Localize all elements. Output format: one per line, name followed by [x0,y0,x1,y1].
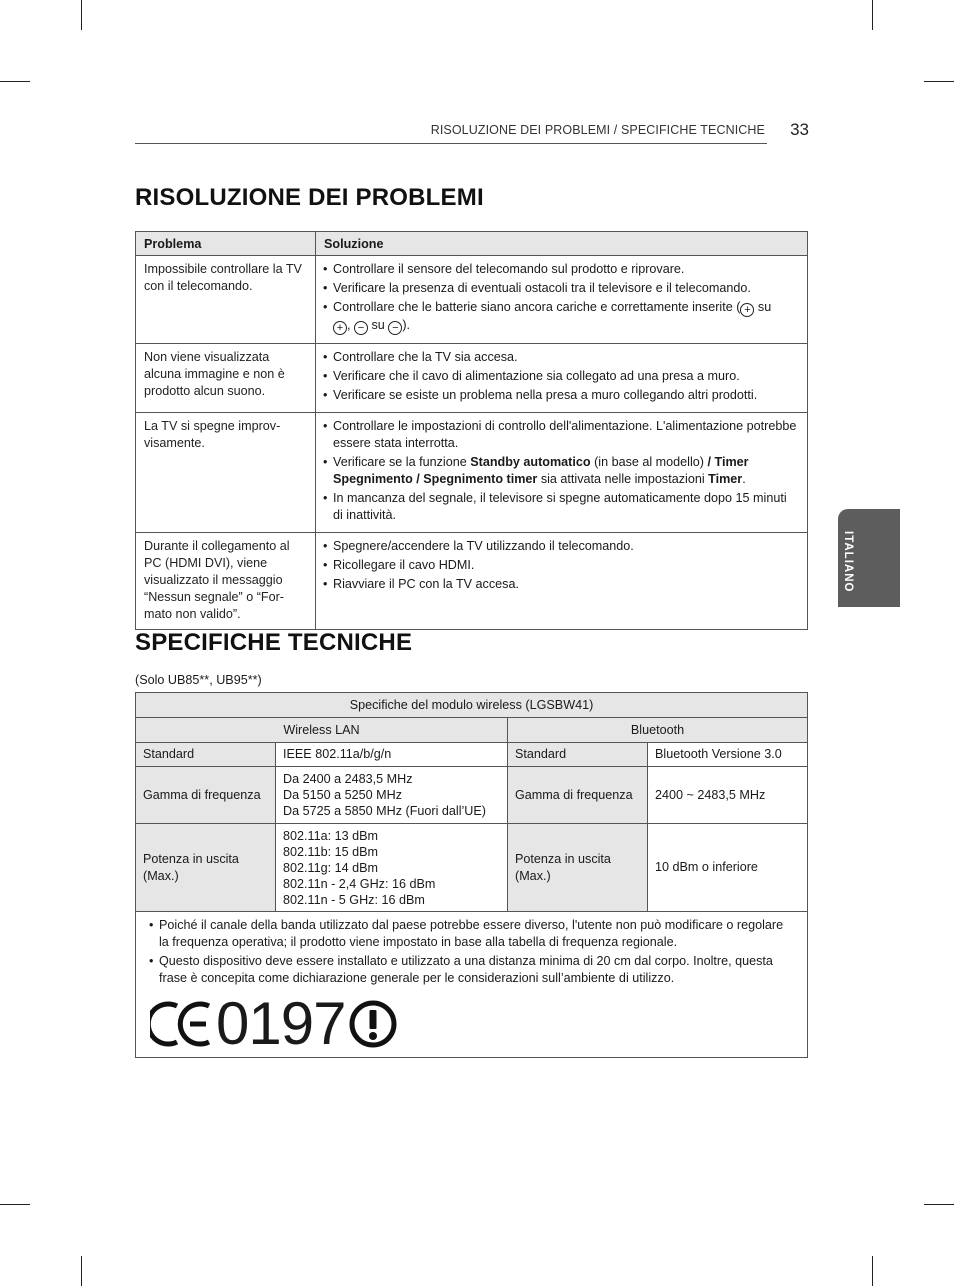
solution-item: • Controllare il sensore del telecomando sul prodotto e riprovare. [324,261,799,278]
solution-item [324,454,799,488]
spec-value-line: Da 5725 a 5850 MHz (Fuori dall’UE) [283,804,486,818]
model-note: (Solo UB85**, UB95**) [135,673,262,687]
crop-mark [872,0,873,30]
spec-value-line: 802.11b: 15 dBm [283,844,378,859]
plus-symbol-icon: + [333,321,347,335]
solution-text: (in base al modello) [590,455,708,469]
spec-value-line: 802.11n - 5 GHz: 16 dBm [283,892,425,907]
footnote-item: • Questo dispositivo deve essere installato e utilizzato a una distanza minima di 20 cm dal corpo. Inoltre, questa frase è concepita come dichiarazione generale per le considerazioni sull’ambiente di utilizzo. [150,953,793,987]
solution-text: Verificare se la funzione [333,455,471,469]
solution-item: • In mancanza del segnale, il televisore si spegne automaticamente dopo 15 minuti di inattività. [324,490,799,524]
crop-mark [924,1204,954,1205]
table-header-row [136,232,808,256]
crop-mark [924,81,954,82]
solution-item: • Verificare se esiste un problema nella presa a muro collegando altri prodotti. [324,387,799,404]
wireless-spec-table [135,692,808,1058]
spec-label-cell: Gamma di frequenza [136,767,276,824]
crop-mark [872,1256,873,1286]
table-row [136,912,808,1058]
spec-value-cell: IEEE 802.11a/b/g/n [276,743,508,767]
running-header [135,120,807,144]
solution-text: . [742,472,746,486]
solution-bold-text: Timer [708,472,743,486]
minus-symbol-icon: − [354,321,368,335]
page-number: 33 [790,120,809,139]
language-tab [838,509,900,607]
plus-symbol-icon: + [740,303,754,317]
table-row [136,413,808,533]
solution-text: Controllare che le batterie siano ancora cariche e correttamente inserite ( [333,300,741,314]
solution-item: • Riavviare il PC con la TV accesa. [324,576,799,593]
header-title: RISOLUZIONE DEI PROBLEMI / SPECIFICHE TECNICHE [430,123,765,137]
table-row [136,256,808,344]
spec-label-cell: Standard [136,743,276,767]
troubleshooting-heading: RISOLUZIONE DEI PROBLEMI [135,184,484,211]
problem-cell: La TV si spegne improv-visamente. [136,413,316,533]
language-tab-label: ITALIANO [842,531,854,593]
solution-cell [316,413,808,533]
column-header-solution: Soluzione [316,232,808,256]
solution-item: • Ricollegare il cavo HDMI. [324,557,799,574]
wlan-header-cell: Wireless LAN [136,718,508,743]
ce-mark-icon [150,998,212,1050]
solution-item: • Spegnere/accendere la TV utilizzando il telecomando. [324,538,799,555]
notified-body-number: 0197 [216,990,346,1057]
spec-footnote-cell [136,912,808,1058]
bluetooth-header-cell: Bluetooth [508,718,808,743]
spec-value-line: Da 5150 a 5250 MHz [283,788,403,802]
module-title-cell: Specifiche del modulo wireless (LGSBW41) [136,693,808,718]
header-rule [135,143,767,144]
solution-text: su [368,318,389,332]
table-row [136,718,808,743]
spec-value-line: Da 2400 a 2483,5 MHz [283,772,413,786]
footnote-item: • Poiché il canale della banda utilizzato dal paese potrebbe essere diverso, l'utente non può modificare o regolare la frequenza operativa; il prodotto viene impostato in base alla tabella di frequenza regionale. [150,917,793,951]
crop-mark [81,0,82,30]
spec-label-cell: Potenza in uscita (Max.) [136,824,276,912]
solution-item: • Controllare che la TV sia accesa. [324,349,799,366]
solution-bold-text: / Timer Spegnimento / Spegnimento timer [333,455,749,486]
problem-cell: Impossibile controllare la TV con il telecomando. [136,256,316,344]
spec-label-cell: Gamma di frequenza [508,767,648,824]
spec-value-cell: Bluetooth Versione 3.0 [648,743,808,767]
table-row [136,767,808,824]
solution-cell [316,256,808,344]
spec-value-cell: 2400 ~ 2483,5 MHz [648,767,808,824]
solution-item: • Controllare le impostazioni di controllo dell'alimentazione. L'alimentazione potrebbe essere stata interrotta. [324,418,799,452]
spec-value-cell [276,824,508,912]
solution-item: • Verificare che il cavo di alimentazione sia collegato ad una presa a muro. [324,368,799,385]
solution-text: sia attivata nelle impostazioni [537,472,709,486]
column-header-problem: Problema [136,232,316,256]
spec-value-line: 802.11g: 14 dBm [283,860,378,875]
solution-item: • Verificare la presenza di eventuali ostacoli tra il televisore e il telecomando. [324,280,799,297]
table-row [136,743,808,767]
solution-cell [316,344,808,413]
table-row [136,693,808,718]
spec-value-cell: 10 dBm o inferiore [648,824,808,912]
solution-cell [316,533,808,630]
table-row [136,533,808,630]
crop-mark [0,81,30,82]
solution-text: , [347,318,354,332]
spec-value-line: 802.11a: 13 dBm [283,828,378,843]
solution-text: ). [402,318,411,332]
problem-cell: Non viene visualizzata alcuna immagine e non è prodotto alcun suono. [136,344,316,413]
crop-mark [81,1256,82,1286]
table-row [136,344,808,413]
spec-label-cell: Potenza in uscita (Max.) [508,824,648,912]
minus-symbol-icon: − [388,321,402,335]
troubleshooting-table [135,231,808,630]
solution-item [324,299,799,335]
solution-bold-text: Standby automatico [470,455,591,469]
table-row [136,824,808,912]
solution-text: su [754,300,772,314]
spec-value-cell [276,767,508,824]
problem-cell: Durante il collegamento al PC (HDMI DVI), viene visualizzato il messaggio “Nessun segnale” o “For-mato non valido”. [136,533,316,630]
specs-heading: SPECIFICHE TECNICHE [135,629,413,656]
alert-mark-icon [349,1000,397,1048]
spec-label-cell: Standard [508,743,648,767]
certification-marks [150,990,793,1057]
crop-mark [0,1204,30,1205]
spec-value-line: 802.11n - 2,4 GHz: 16 dBm [283,876,436,891]
